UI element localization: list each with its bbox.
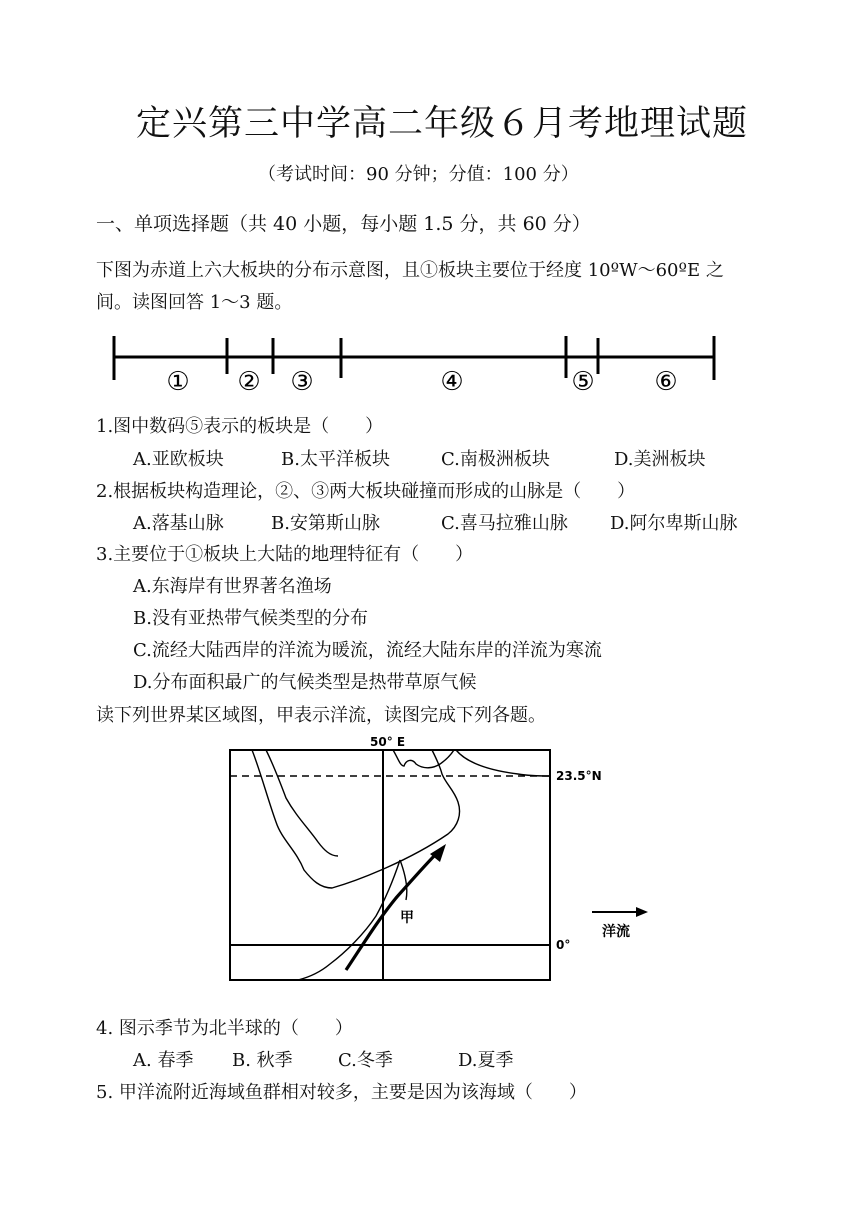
exam-subtitle: （考试时间：90 分钟；分值：100 分） <box>258 164 579 185</box>
map-equator-label: 0° <box>556 938 571 952</box>
q2-option-d: D.阿尔卑斯山脉 <box>610 513 738 534</box>
q2-option-a: A.落基山脉 <box>133 513 224 534</box>
current-label-jia: 甲 <box>400 910 414 926</box>
intro-text-map: 读下列世界某区域图，甲表示洋流，读图完成下列各题。 <box>96 705 546 726</box>
q2-option-b: B.安第斯山脉 <box>271 513 380 534</box>
map-legend-label: 洋流 <box>602 924 630 940</box>
plate-label-2: ② <box>237 367 261 397</box>
plate-label-3: ③ <box>290 367 314 397</box>
q2-option-c: C.喜马拉雅山脉 <box>441 513 568 534</box>
plates-figure <box>100 330 730 400</box>
q3-option-c: C.流经大陆西岸的洋流为暖流，流经大陆东岸的洋流为寒流 <box>133 640 602 661</box>
q3-option-d: D.分布面积最广的气候类型是热带草原气候 <box>133 672 477 693</box>
map-tropic-label: 23.5°N <box>556 769 602 783</box>
intro-text-line-1: 下图为赤道上六大板块的分布示意图，且①板块主要位于经度 10ºW～60ºE 之 <box>96 260 724 281</box>
q1-option-b: B.太平洋板块 <box>281 449 390 470</box>
q4-option-b: B. 秋季 <box>232 1050 293 1071</box>
question-1-stem: 1.图中数码⑤表示的板块是（ ） <box>96 416 384 437</box>
question-4-stem: 4. 图示季节为北半球的（ ） <box>96 1018 353 1039</box>
q4-option-a: A. 春季 <box>133 1050 194 1071</box>
q1-option-a: A.亚欧板块 <box>133 449 224 470</box>
q3-option-a: A.东海岸有世界著名渔场 <box>133 576 332 597</box>
plate-label-6: ⑥ <box>654 367 678 397</box>
plate-label-5: ⑤ <box>571 367 595 397</box>
region-map-figure <box>200 730 660 986</box>
plate-label-4: ④ <box>440 367 464 397</box>
q4-option-c: C.冬季 <box>338 1050 393 1071</box>
section-heading: 一、单项选择题（共 40 小题，每小题 1.5 分，共 60 分） <box>96 213 591 235</box>
question-2-stem: 2.根据板块构造理论，②、③两大板块碰撞而形成的山脉是（ ） <box>96 481 636 502</box>
plate-label-1: ① <box>166 367 190 397</box>
intro-text-line-2: 间。读图回答 1～3 题。 <box>96 292 293 313</box>
question-5-stem: 5. 甲洋流附近海域鱼群相对较多，主要是因为该海域（ ） <box>96 1082 587 1103</box>
q4-option-d: D.夏季 <box>458 1050 514 1071</box>
exam-title: 定兴第三中学高二年级６月考地理试题 <box>136 104 749 144</box>
map-longitude-label: 50° E <box>370 735 406 749</box>
q3-option-b: B.没有亚热带气候类型的分布 <box>133 608 368 629</box>
q1-option-d: D.美洲板块 <box>614 449 706 470</box>
q1-option-c: C.南极洲板块 <box>441 449 550 470</box>
question-3-stem: 3.主要位于①板块上大陆的地理特征有（ ） <box>96 544 474 565</box>
